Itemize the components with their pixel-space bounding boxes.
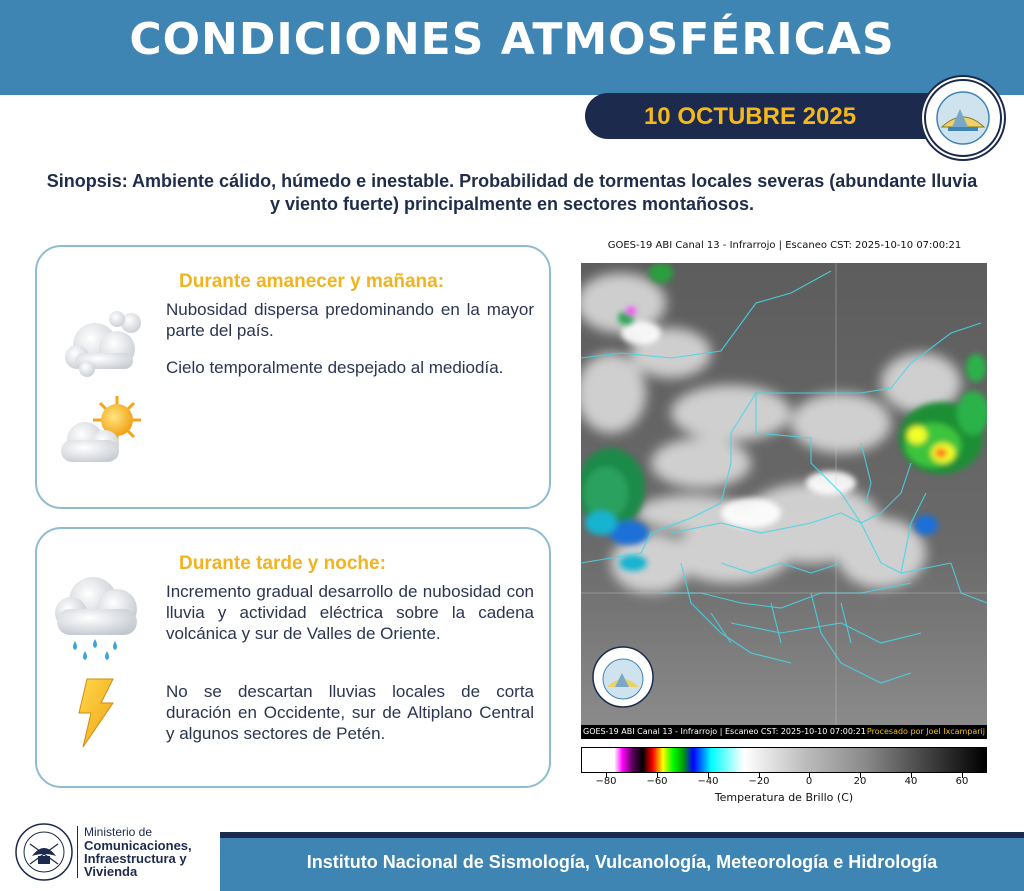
colorbar-tick-label: −80 xyxy=(595,776,617,787)
clouds-icon xyxy=(61,305,147,379)
morning-card xyxy=(35,245,551,509)
colorbar-tick-label: −20 xyxy=(748,776,770,787)
date-label: 10 OCTUBRE 2025 xyxy=(643,103,857,130)
satellite-strip-scan: GOES-19 ABI Canal 13 - Infrarrojo | Escaneo CST: 2025-10-10 07:00:21 xyxy=(583,727,866,736)
footer-divider xyxy=(77,826,78,878)
afternoon-paragraph-2: No se descartan lluvias locales de corta duración en Occidente, sur de Altiplano Central y algunos sectores de Petén. xyxy=(166,682,534,743)
morning-paragraph-2: Cielo temporalmente despejado al mediodía. xyxy=(166,358,504,377)
page-title: CONDICIONES ATMOSFÉRICAS xyxy=(129,14,895,65)
colorbar-tick-label: 0 xyxy=(805,776,813,787)
institute-name: Instituto Nacional de Sismología, Vulcanología, Meteorología e Hidrología xyxy=(306,852,938,872)
insivumeh-logo xyxy=(920,75,1006,161)
colorbar-tick-label: 20 xyxy=(853,776,867,787)
guatemala-seal-icon xyxy=(14,822,74,882)
colorbar-title: Temperatura de Brillo (C) xyxy=(714,791,854,804)
lightning-bolt-icon xyxy=(73,677,119,749)
synopsis-text: Sinopsis: Ambiente cálido, húmedo e inestable. Probabilidad de tormentas locales severas (abundante lluvia y viento fuerte) principalmente en sectores montañosos. xyxy=(46,171,978,214)
ministry-line: Ministerio de xyxy=(84,825,153,839)
ministry-line: Vivienda xyxy=(84,864,138,879)
satellite-strip xyxy=(581,725,987,739)
satellite-caption: GOES-19 ABI Canal 13 - Infrarrojo | Escaneo CST: 2025-10-10 07:00:21 xyxy=(607,240,962,251)
ministry-line: Infraestructura y xyxy=(84,851,187,866)
sun-behind-cloud-icon xyxy=(55,392,145,468)
colorbar-tick-label: 40 xyxy=(904,776,918,787)
afternoon-card xyxy=(35,527,551,788)
afternoon-title: Durante tarde y noche: xyxy=(179,553,386,574)
afternoon-paragraph-1: Incremento gradual desarrollo de nubosidad con lluvia y actividad eléctrica sobre la cadena volcánica y sur de Valles de Oriente. xyxy=(166,582,534,643)
ministry-line: Comunicaciones, xyxy=(84,838,192,853)
satellite-strip-credit: Procesado por Joel Ixcamparij xyxy=(866,727,985,736)
colorbar-tick-label: 60 xyxy=(955,776,969,787)
colorbar-tick-label: −40 xyxy=(697,776,719,787)
ministry-name xyxy=(84,826,192,878)
morning-title: Durante amanecer y mañana: xyxy=(179,271,445,292)
temperature-colorbar xyxy=(581,747,987,773)
colorbar-tick-label: −60 xyxy=(646,776,668,787)
rain-cloud-icon xyxy=(51,573,143,663)
satellite-image xyxy=(581,263,987,739)
morning-paragraph-1: Nubosidad dispersa predominando en la mayor parte del país. xyxy=(166,300,534,340)
